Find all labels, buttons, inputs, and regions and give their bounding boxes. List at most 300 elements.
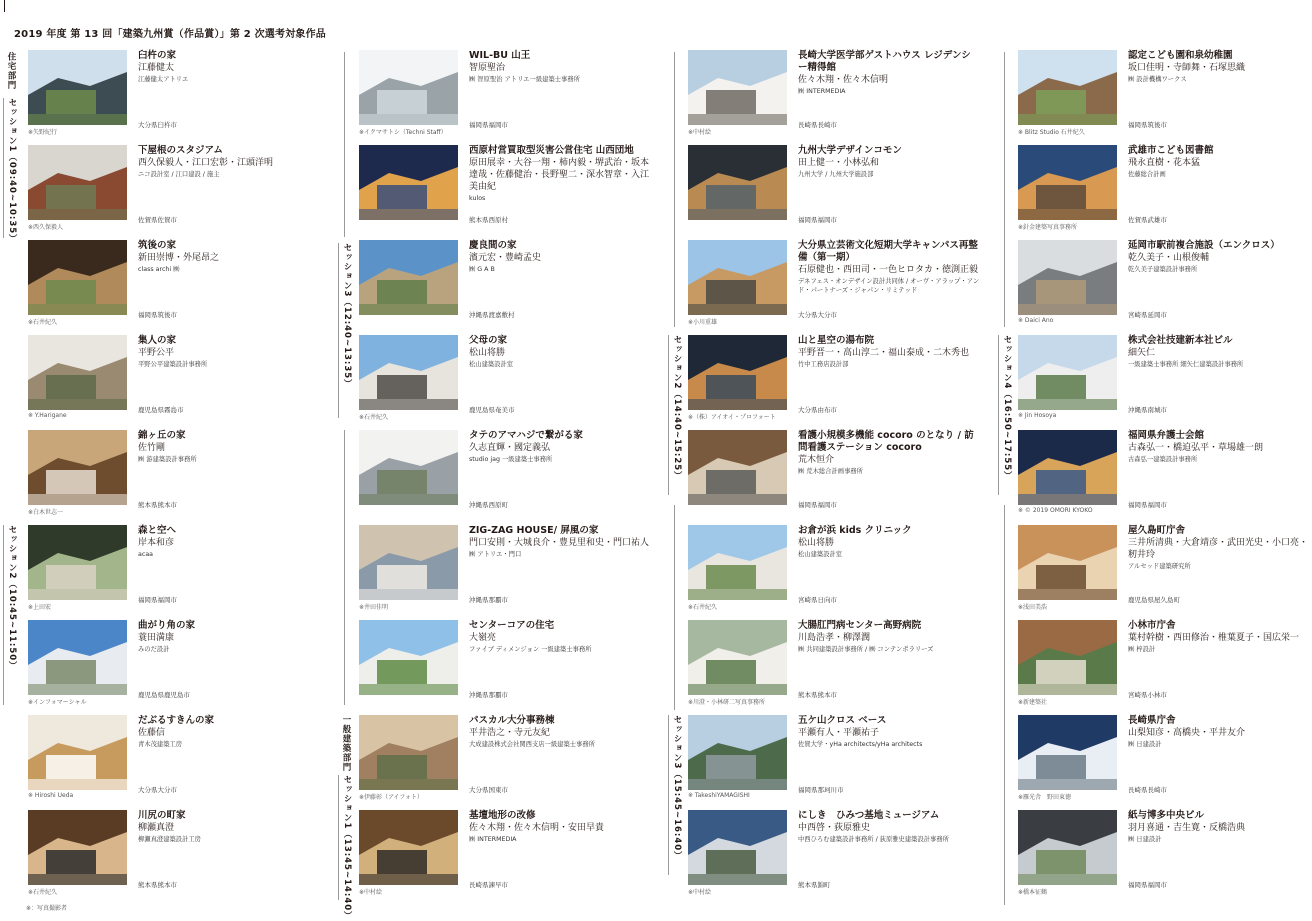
- work-location: 鹿児島県鹿児島市: [138, 691, 190, 699]
- general-session-4: セッション4（16:50~17:55）: [998, 335, 1013, 495]
- photo-placeholder: [1018, 715, 1117, 790]
- work-info: [138, 810, 320, 902]
- building-photo: [359, 240, 458, 315]
- photo-placeholder: [359, 335, 458, 410]
- design-office: ファイブ ディメンジョン 一級建築士事務所: [469, 646, 592, 653]
- work-entry: [686, 50, 982, 142]
- work-info: [1128, 335, 1310, 427]
- photo-placeholder: [1018, 145, 1117, 220]
- photo-placeholder: [688, 240, 787, 315]
- design-office: 佐賀大学・yHa architects/yHa architects: [798, 741, 923, 748]
- work-title: 下屋根のスタジアム: [138, 145, 223, 156]
- work-info: [469, 620, 651, 712]
- building-photo: [28, 430, 127, 505]
- housing-session-3: セッション3（12:40~13:35）: [338, 243, 353, 418]
- work-location: 福岡県福岡市: [798, 216, 837, 224]
- work-location: 福岡県筑後市: [1128, 121, 1167, 129]
- work-info: [469, 810, 651, 902]
- photo-credit: ※ © 2019 OMORI KYOKO: [1018, 507, 1093, 514]
- housing-session-2: セッション2（10:45~11:50）: [3, 525, 18, 705]
- work-entry: [686, 430, 982, 522]
- design-office: 中西ひろむ建築設計事務所 / 荻原雅史建築設計事務所: [798, 836, 949, 843]
- building-photo: [28, 715, 127, 790]
- work-entry: [26, 145, 322, 237]
- photo-credit: ※ Blitz Studio 石井紀久: [1018, 129, 1085, 136]
- design-office: ㈱ 設計機構ワークス: [1128, 76, 1187, 83]
- work-title: 慶良間の家: [469, 240, 517, 251]
- general-session-2: セッション2（14:40~15:25）: [668, 335, 683, 495]
- work-title: 父母の家: [469, 335, 508, 346]
- photo-placeholder: [1018, 620, 1117, 695]
- work-info: [1128, 715, 1310, 807]
- photo-credit: ※中村絵: [688, 129, 712, 136]
- work-entry: [357, 50, 653, 142]
- building-photo: [688, 620, 787, 695]
- work-entry: [686, 525, 982, 617]
- work-title: 大腸肛門病センター高野病院: [798, 620, 922, 631]
- architect-names: 西久保毅人・江口宏彰・江頭洋明: [138, 158, 274, 168]
- work-info: [469, 145, 651, 237]
- building-photo: [359, 715, 458, 790]
- work-info: [798, 50, 980, 142]
- design-office: 江藤健太アトリエ: [138, 76, 189, 83]
- work-entry: [357, 430, 653, 522]
- work-title: お倉が浜 kids クリニック: [798, 525, 912, 536]
- work-title: 川尻の町家: [138, 810, 186, 821]
- architect-names: 三井所清典・大倉靖彦・武田光史・小口亮・籾井玲: [1128, 538, 1309, 560]
- building-photo: [688, 145, 787, 220]
- page-title: 2019 年度 第 13 回「建築九州賞（作品賞）」第 2 次選考対象作品: [14, 29, 326, 40]
- work-entry: [357, 335, 653, 427]
- design-office: 一級建築士事務所 細矢仁建築設計事務所: [1128, 361, 1244, 368]
- work-title: 福岡県弁護士会館: [1128, 430, 1205, 441]
- work-location: 熊本県錦町: [798, 881, 831, 889]
- work-location: 長崎県長崎市: [1128, 786, 1167, 794]
- building-photo: [28, 50, 127, 125]
- work-title: 西原村営買取型災害公営住宅 山西団地: [469, 145, 634, 156]
- photo-placeholder: [359, 620, 458, 695]
- building-photo: [28, 525, 127, 600]
- work-location: 福岡県那珂川市: [798, 786, 844, 794]
- work-location: 宮崎県小林市: [1128, 691, 1167, 699]
- architect-names: 智原聖治: [469, 63, 506, 73]
- photo-placeholder: [359, 50, 458, 125]
- architect-names: 中西啓・荻原雅史: [798, 823, 871, 833]
- design-office: 松山建築設計室: [798, 551, 843, 558]
- work-info: [798, 240, 980, 332]
- work-info: [798, 525, 980, 617]
- work-location: 沖縄県渡嘉敷村: [469, 311, 515, 319]
- photo-placeholder: [28, 715, 127, 790]
- work-title: 武雄市こども図書館: [1128, 145, 1214, 156]
- work-entry: [26, 430, 322, 522]
- work-location: 大分県大分市: [798, 311, 837, 319]
- photo-placeholder: [359, 525, 458, 600]
- work-location: 福岡県福岡市: [798, 501, 837, 509]
- photo-placeholder: [28, 145, 127, 220]
- work-location: 宮崎県日向市: [798, 596, 837, 604]
- column-rule: [344, 430, 345, 705]
- photo-placeholder: [688, 810, 787, 885]
- work-title: 山と星空の湯布院: [798, 335, 875, 346]
- work-entry: [357, 145, 653, 237]
- building-photo: [359, 145, 458, 220]
- housing-session-1: セッション1（09:40~10:35）: [3, 98, 18, 238]
- design-office: ㈱ 日建設計: [1128, 836, 1162, 843]
- work-entry: [357, 715, 653, 807]
- building-photo: [1018, 145, 1117, 220]
- photo-placeholder: [359, 430, 458, 505]
- architect-names: 佐藤信: [138, 728, 166, 738]
- work-entry: [26, 335, 322, 427]
- work-info: [1128, 240, 1310, 332]
- work-info: [469, 525, 651, 617]
- work-entry: [686, 145, 982, 237]
- work-title: 大分県立芸術文化短期大学キャンパス再整備（第一期）: [798, 240, 978, 263]
- work-entry: [1016, 810, 1312, 902]
- building-photo: [28, 240, 127, 315]
- work-info: [1128, 430, 1310, 522]
- work-title: 集人の家: [138, 335, 177, 346]
- building-photo: [688, 240, 787, 315]
- work-entry: [357, 810, 653, 902]
- work-entry: [686, 810, 982, 902]
- design-office: ㈱ INTERMEDIA: [798, 88, 846, 95]
- photo-placeholder: [28, 525, 127, 600]
- work-location: 福岡県筑後市: [138, 311, 177, 319]
- work-entry: [1016, 145, 1312, 237]
- work-info: [798, 620, 980, 712]
- photo-credit: ※川澄・小林研二写真事務所: [688, 699, 766, 706]
- building-photo: [1018, 620, 1117, 695]
- building-photo: [359, 335, 458, 410]
- work-entry: [1016, 335, 1312, 427]
- architect-names: 細矢仁: [1128, 348, 1156, 358]
- work-info: [138, 715, 320, 807]
- design-office: 乾久美子建築設計事務所: [1128, 266, 1198, 273]
- work-location: 沖縄県那覇市: [469, 596, 508, 604]
- work-title: 筑後の家: [138, 240, 177, 251]
- building-photo: [359, 810, 458, 885]
- architect-names: 田上健一・小林弘和: [798, 158, 880, 168]
- photo-placeholder: [688, 50, 787, 125]
- work-entry: [26, 620, 322, 712]
- photo-placeholder: [28, 240, 127, 315]
- work-info: [798, 430, 980, 522]
- work-title: にしき ひみつ基地ミュージアム: [798, 810, 940, 821]
- work-entry: [1016, 240, 1312, 332]
- work-location: 福岡県福岡市: [1128, 501, 1167, 509]
- photo-placeholder: [688, 525, 787, 600]
- work-info: [138, 620, 320, 712]
- work-title: 曲がり角の家: [138, 620, 196, 631]
- building-photo: [1018, 715, 1117, 790]
- photo-placeholder: [359, 715, 458, 790]
- work-info: [469, 240, 651, 332]
- work-location: 福岡県福岡市: [138, 596, 177, 604]
- architect-names: 蓑田満康: [138, 633, 175, 643]
- work-location: 鹿児島県奄美市: [469, 406, 515, 414]
- photo-credit: ※中村絵: [359, 889, 383, 896]
- work-info: [469, 335, 651, 427]
- photo-placeholder: [688, 620, 787, 695]
- work-entry: [357, 525, 653, 617]
- photo-placeholder: [688, 430, 787, 505]
- photo-placeholder: [28, 335, 127, 410]
- work-entry: [357, 240, 653, 332]
- architect-names: 原田展幸・大谷一翔・柿内毅・堺武治・坂本達哉・佐藤健治・長野聖二・深水智章・入江美由紀: [469, 158, 650, 192]
- building-photo: [1018, 430, 1117, 505]
- building-photo: [359, 430, 458, 505]
- photo-credit: ※井田佳明: [359, 604, 389, 611]
- work-info: [798, 335, 980, 427]
- work-title: 錦ヶ丘の家: [138, 430, 186, 441]
- work-entry: [1016, 50, 1312, 142]
- work-location: 大分県大分市: [138, 786, 177, 794]
- building-photo: [359, 50, 458, 125]
- photo-credit: ※インフォマーシャル: [28, 699, 87, 706]
- design-office: 青木茂建築工房: [138, 741, 183, 748]
- photo-placeholder: [688, 145, 787, 220]
- building-photo: [688, 335, 787, 410]
- photo-placeholder: [1018, 430, 1117, 505]
- work-title: 臼杵の家: [138, 50, 177, 61]
- architect-names: 葉村幹樹・西田修治・椎葉夏子・国広栄一: [1128, 633, 1300, 643]
- architect-names: 久志直輝・國定義弘: [469, 443, 551, 453]
- photo-placeholder: [28, 430, 127, 505]
- work-info: [1128, 50, 1310, 142]
- architect-names: 柳瀬真澄: [138, 823, 175, 833]
- work-entry: [26, 810, 322, 902]
- work-info: [798, 810, 980, 902]
- work-info: [138, 430, 320, 522]
- work-location: 大分県由布市: [798, 406, 837, 414]
- building-photo: [359, 620, 458, 695]
- general-session-1: セッション1（13:45~14:40）: [338, 775, 353, 900]
- photo-credit: ※ Jin Hosoya: [1018, 412, 1057, 419]
- design-office: 大成建設株式会社関西支店一級建築士事務所: [469, 741, 595, 748]
- work-info: [138, 145, 320, 237]
- photo-credit: ※ Daici Ano: [1018, 317, 1054, 324]
- photo-credit: ※石井紀久: [28, 889, 58, 896]
- architect-names: 飛永直樹・花本猛: [1128, 158, 1201, 168]
- design-office: 柳瀬真澄建築設計工房: [138, 836, 201, 843]
- design-office: ㈱ 游建築設計事務所: [138, 456, 197, 463]
- building-photo: [1018, 525, 1117, 600]
- work-title: だぶるすきんの家: [138, 715, 215, 726]
- work-title: 五ケ山クロス ベース: [798, 715, 887, 726]
- architect-names: 古森弘一・橋迫弘平・草場雄一朗: [1128, 443, 1264, 453]
- work-entry: [686, 620, 982, 712]
- building-photo: [28, 145, 127, 220]
- building-photo: [28, 620, 127, 695]
- architect-names: 濱元宏・豊崎孟史: [469, 253, 542, 263]
- housing-category-label: 住宅部門: [6, 52, 16, 90]
- design-office: ㈱ INTERMEDIA: [469, 836, 517, 843]
- work-entry: [686, 715, 982, 807]
- design-office: kulos: [469, 195, 486, 202]
- work-location: 熊本県熊本市: [798, 691, 837, 699]
- photo-placeholder: [359, 145, 458, 220]
- work-info: [138, 240, 320, 332]
- work-location: 長崎県長崎市: [798, 121, 837, 129]
- design-office: acaa: [138, 551, 154, 558]
- work-info: [138, 525, 320, 617]
- photo-placeholder: [1018, 240, 1117, 315]
- work-title: 長崎大学医学部ゲストハウス レジデンシー精得館: [798, 50, 971, 73]
- work-title: 九州大学デザインコモン: [798, 145, 902, 156]
- architect-names: 佐々木翔・佐々木信明: [798, 75, 889, 85]
- work-title: 森と空へ: [138, 525, 177, 536]
- photo-credit: ※ Y.Harigane: [28, 412, 67, 419]
- work-entry: [1016, 430, 1312, 522]
- building-photo: [1018, 240, 1117, 315]
- design-office: ㈱ 日建設計: [1128, 741, 1162, 748]
- photo-placeholder: [28, 50, 127, 125]
- design-office: ㈱ G A B: [469, 266, 495, 273]
- work-info: [138, 335, 320, 427]
- architect-names: 門口安則・大城良介・豊見里和史・門口祐人: [469, 538, 650, 548]
- design-office: ㈱ 智原聖治 アトリエ一級建築士事務所: [469, 76, 580, 83]
- work-location: 沖縄県那覇市: [469, 691, 508, 699]
- photo-credit: ※浅田美浩: [1018, 604, 1048, 611]
- work-title: 紙与博多中央ビル: [1128, 810, 1205, 821]
- work-location: 大分県臼杵市: [138, 121, 177, 129]
- work-entry: [686, 335, 982, 427]
- design-office: 平野公平建築設計事務所: [138, 361, 208, 368]
- work-info: [469, 430, 651, 522]
- work-location: 宮崎県延岡市: [1128, 311, 1167, 319]
- work-title: 認定こども園和泉幼稚園: [1128, 50, 1233, 61]
- photo-credit: ※石井紀久: [28, 319, 58, 326]
- design-office: 竹中工務店設計部: [798, 361, 849, 368]
- architect-names: 羽月喜通・吉生寛・反橋浩典: [1128, 823, 1246, 833]
- architect-names: 平野公平: [138, 348, 175, 358]
- architect-names: 佐々木翔・佐々木信明・安田早貴: [469, 823, 605, 833]
- work-title: 屋久島町庁舎: [1128, 525, 1186, 536]
- work-entry: [26, 240, 322, 332]
- work-entry: [357, 620, 653, 712]
- work-title: センターコアの住宅: [469, 620, 555, 631]
- design-office: ㈱ アトリエ・門口: [469, 551, 522, 558]
- work-entry: [26, 50, 322, 142]
- design-office: 佐藤総合計画: [1128, 171, 1166, 178]
- design-office: 古森弘一建築設計事務所: [1128, 456, 1198, 463]
- building-photo: [688, 430, 787, 505]
- photo-credit: ※石井紀久: [688, 604, 718, 611]
- architect-names: 松山将勝: [469, 348, 506, 358]
- architect-names: 佐竹剛: [138, 443, 166, 453]
- work-location: 福岡県福岡市: [1128, 881, 1167, 889]
- column-rule: [674, 505, 675, 710]
- work-title: ZIG-ZAG HOUSE/ 屏風の家: [469, 525, 599, 536]
- architect-names: 新田崇博・外尾昂之: [138, 253, 220, 263]
- photo-credit-footnote: ※：写真撮影者: [26, 905, 68, 912]
- architect-names: 平井浩之・寺元友紀: [469, 728, 551, 738]
- photo-credit: ※ Hiroshi Ueda: [28, 792, 74, 799]
- work-info: [1128, 145, 1310, 237]
- design-office: studio jag 一級建築士事務所: [469, 456, 553, 463]
- work-location: 鹿児島県屋久島町: [1128, 596, 1180, 604]
- architect-names: 荒木恒介: [798, 455, 835, 465]
- work-title: タテのアマハジで繋がる家: [469, 430, 583, 441]
- photo-credit: ※イクマサトシ（Techni Staff）: [359, 129, 447, 136]
- work-title: 長崎県庁舎: [1128, 715, 1176, 726]
- photo-placeholder: [1018, 50, 1117, 125]
- architect-names: 平瀬有人・平瀬祐子: [798, 728, 880, 738]
- work-entry: [686, 240, 982, 332]
- design-office: 九州大学 / 九州大学施設部: [798, 171, 874, 178]
- work-location: 鹿児島県霧島市: [138, 406, 184, 414]
- work-title: 延岡市駅前複合施設（エンクロス）: [1128, 240, 1280, 251]
- photo-credit: ※白木世志一: [28, 509, 64, 516]
- photo-placeholder: [688, 715, 787, 790]
- work-location: 福岡県福岡市: [469, 121, 508, 129]
- work-location: 沖縄県南城市: [1128, 406, 1167, 414]
- work-info: [469, 50, 651, 142]
- work-info: [798, 145, 980, 237]
- architect-names: 石原健也・西田司・一色ヒロタカ・徳渕正毅: [798, 265, 979, 275]
- photo-credit: ※雁光舎 野田東徳: [1018, 794, 1072, 801]
- work-location: 佐賀県武雄市: [1128, 216, 1167, 224]
- design-office: ㈱ 共同建築設計事務所 / ㈱ コンテンポラリーズ: [798, 646, 934, 653]
- architect-names: 松山将勝: [798, 538, 835, 548]
- design-office: class archi ㈱: [138, 266, 180, 273]
- architect-names: 平野晋一・高山淳二・福山泰成・二木秀也: [798, 348, 970, 358]
- photo-credit: ※橋本征鶴: [1018, 889, 1048, 896]
- building-photo: [1018, 50, 1117, 125]
- work-title: 株式会社技建新本社ビル: [1128, 335, 1233, 346]
- work-title: WIL-BU 山王: [469, 50, 531, 61]
- work-title: 小林市庁舎: [1128, 620, 1176, 631]
- photo-placeholder: [28, 620, 127, 695]
- building-photo: [1018, 810, 1117, 885]
- photo-credit: ※小川重雄: [688, 319, 718, 326]
- work-info: [138, 50, 320, 142]
- photo-placeholder: [688, 335, 787, 410]
- photo-placeholder: [1018, 335, 1117, 410]
- column-rule: [1004, 52, 1005, 327]
- design-office: ㈱ 荒木総合計画事務所: [798, 468, 863, 475]
- design-office: デネフェス・オンデザイン設計共同体 / オーヴ・アラップ・アンド・パートナーズ・ジャパン・リミテッド: [798, 278, 980, 294]
- work-location: 熊本県西原村: [469, 216, 508, 224]
- design-office: ㈱ 梓設計: [1128, 646, 1156, 653]
- work-entry: [26, 525, 322, 617]
- photo-credit: ※石井紀久: [359, 414, 389, 421]
- work-info: [798, 715, 980, 807]
- photo-credit: ※中村絵: [688, 889, 712, 896]
- general-session-3: セッション3（15:45~16:40）: [668, 715, 683, 875]
- building-photo: [688, 525, 787, 600]
- design-office: アルセッド建築研究所: [1128, 563, 1191, 570]
- work-location: 熊本県熊本市: [138, 501, 177, 509]
- column-rule: [1004, 505, 1005, 905]
- work-location: 佐賀県佐賀市: [138, 216, 177, 224]
- work-entry: [1016, 525, 1312, 617]
- photo-credit: ※（株）アイオイ・プロフォート: [688, 414, 776, 421]
- photo-credit: ※西久保毅人: [28, 224, 64, 231]
- architect-names: 岸本和彦: [138, 538, 175, 548]
- photo-placeholder: [359, 240, 458, 315]
- work-info: [469, 715, 651, 807]
- general-category-label: 一般建築部門: [341, 715, 351, 772]
- work-info: [1128, 810, 1310, 902]
- work-info: [1128, 525, 1310, 617]
- photo-credit: ※上田宏: [28, 604, 52, 611]
- architect-names: 乾久美子・山根俊輔: [1128, 253, 1210, 263]
- work-title: 基壇地形の改修: [469, 810, 536, 821]
- photo-credit: ※伊藤彰（アイフォト）: [359, 794, 424, 801]
